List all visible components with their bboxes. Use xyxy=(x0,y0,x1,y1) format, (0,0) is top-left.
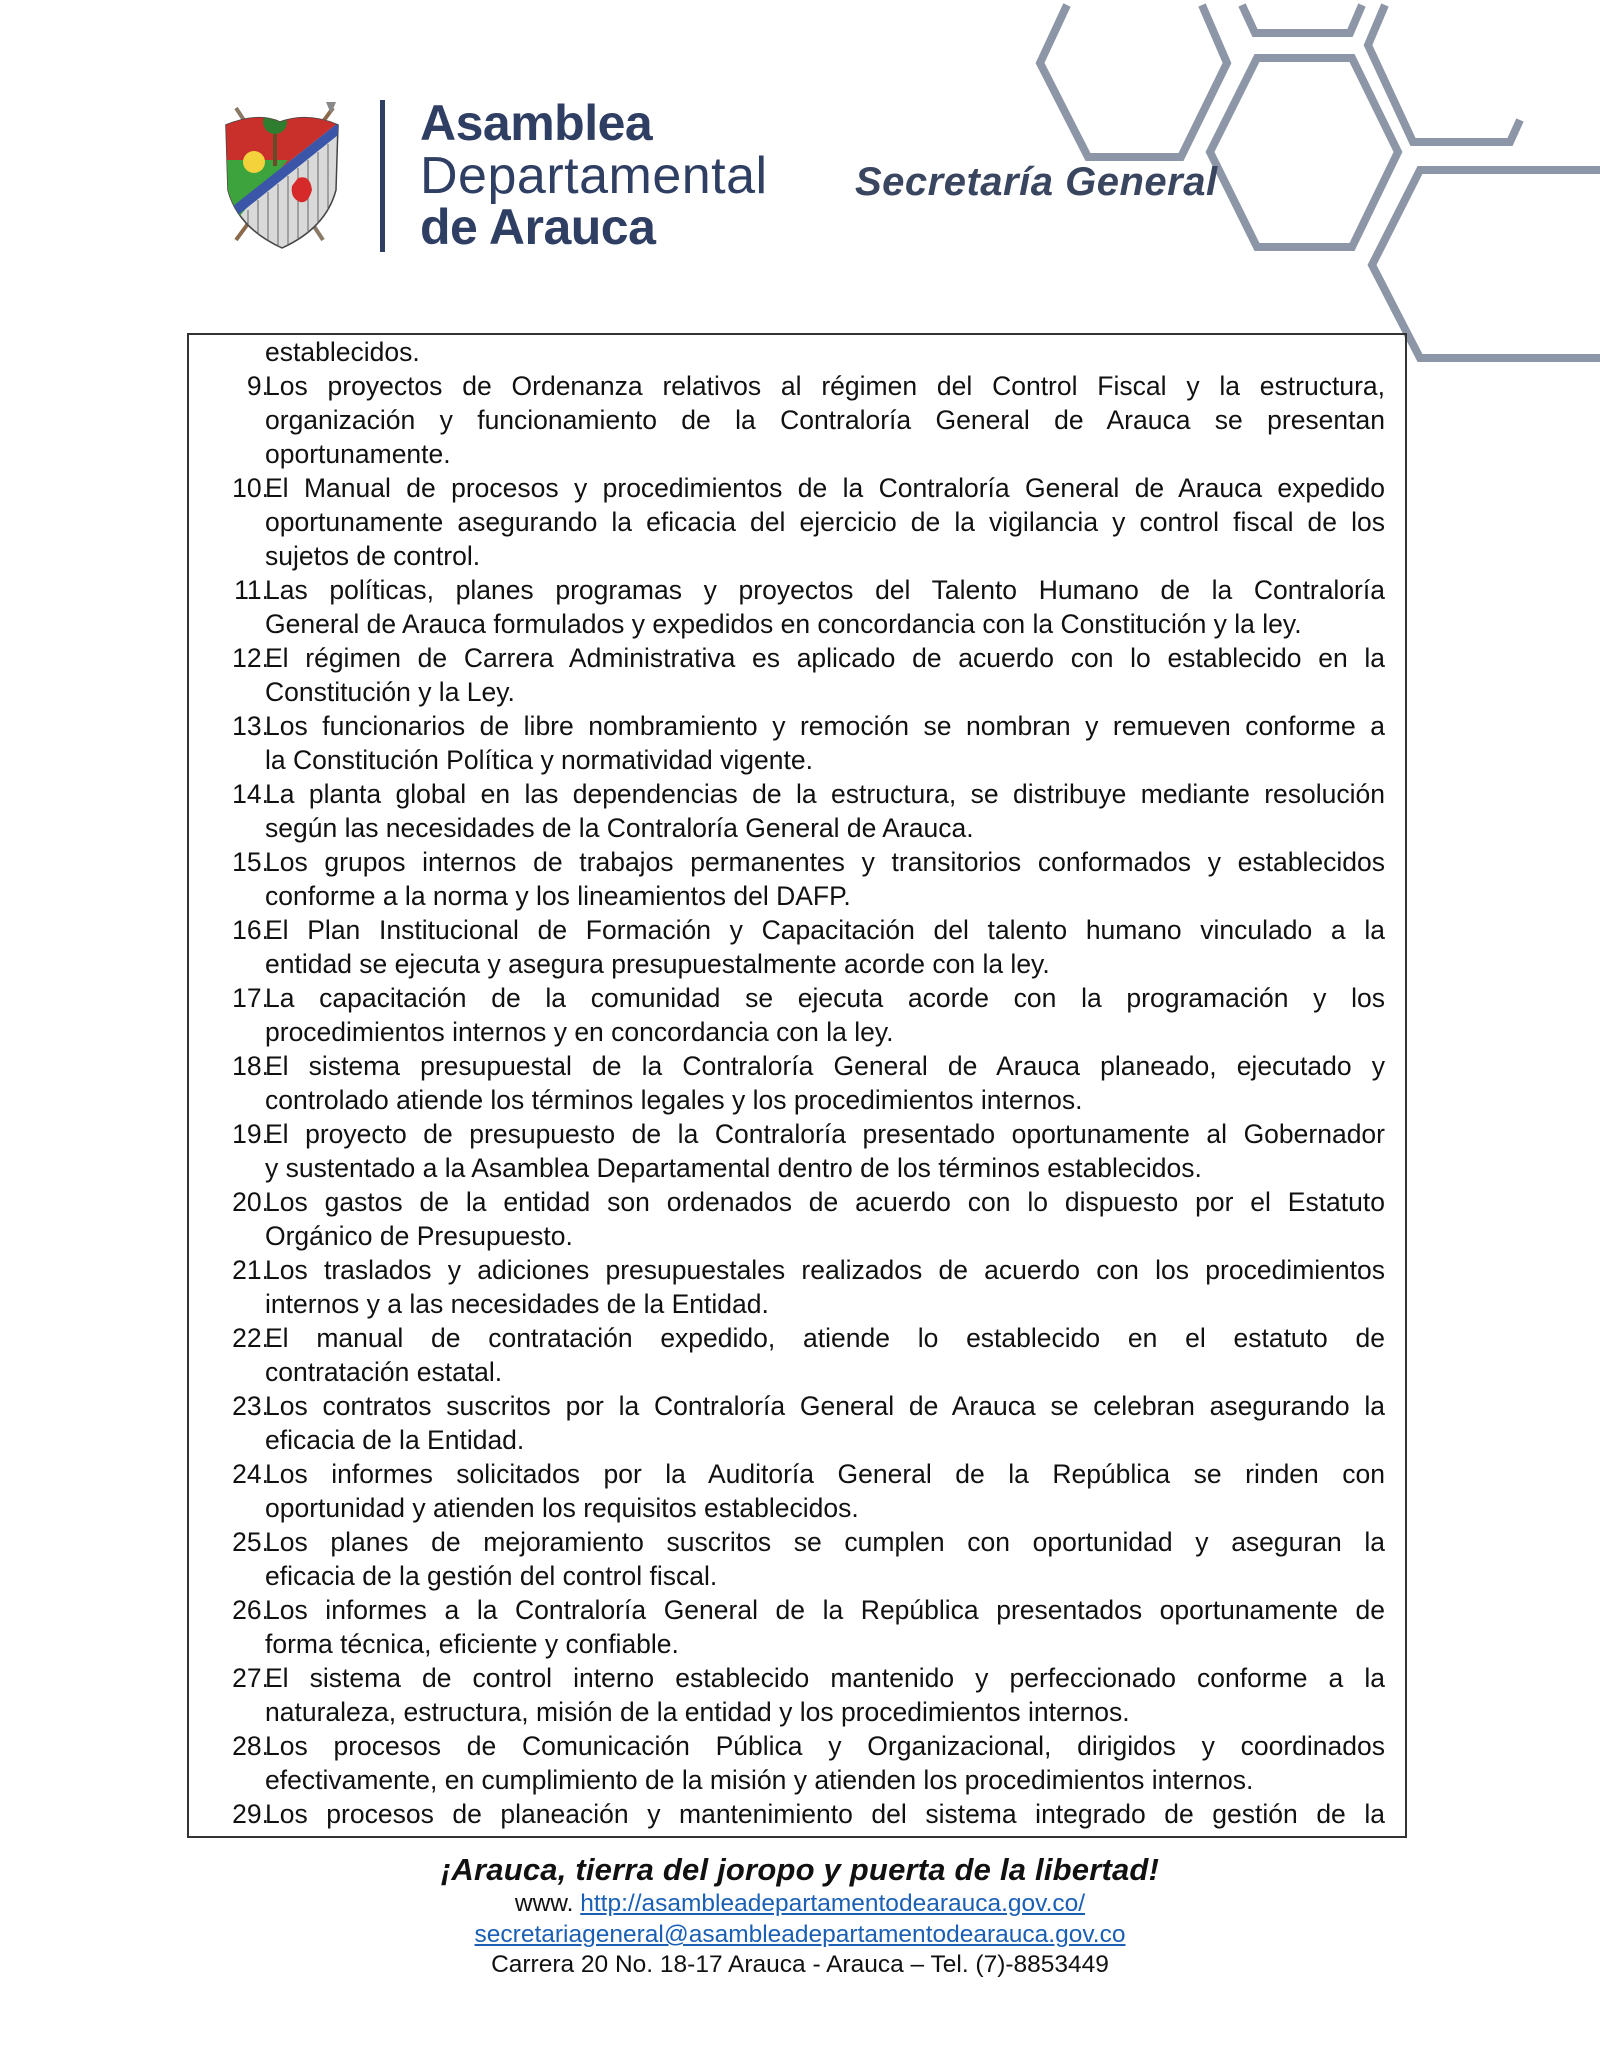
list-item-text: Los planes de mejoramiento suscritos se cumplen con oportunidad y aseguran la xyxy=(265,1527,1385,1557)
list-item-text: Los informes a la Contraloría General de la República presentados oportunamente de xyxy=(265,1595,1385,1625)
list-item xyxy=(189,709,1405,743)
list-item-number: 9. xyxy=(246,371,269,401)
list-item-text: naturaleza, estructura, misión de la entidad y los procedimientos internos. xyxy=(265,1697,1130,1727)
list-item-text: procedimientos internos y en concordancia con la ley. xyxy=(265,1017,894,1047)
list-item-continuation xyxy=(189,743,1405,777)
list-item-text: El sistema presupuestal de la Contraloría General de Arauca planeado, ejecutado y xyxy=(265,1051,1385,1081)
list-item-text: oportunidad y atienden los requisitos establecidos. xyxy=(265,1493,859,1523)
footer-address: Carrera 20 No. 18-17 Arauca - Arauca – Tel. (7)-8853449 xyxy=(491,1951,1109,1978)
list-item-text: Orgánico de Presupuesto. xyxy=(265,1221,573,1251)
list-item-number: 26. xyxy=(232,1595,269,1625)
logo-line-asamblea: Asamblea xyxy=(420,95,653,151)
list-item xyxy=(189,1661,1405,1695)
list-item-continuation xyxy=(189,1491,1405,1525)
list-item xyxy=(189,1117,1405,1151)
list-item-text: El Manual de procesos y procedimientos de la Contraloría General de Arauca expedido xyxy=(265,473,1385,503)
list-item-text: internos y a las necesidades de la Entidad. xyxy=(265,1289,769,1319)
list-item-continuation xyxy=(189,1355,1405,1389)
list-item-number: 27. xyxy=(232,1663,269,1693)
list-item-number: 13. xyxy=(232,711,269,741)
hexagon-shape xyxy=(1210,58,1398,247)
list-item-text: Los traslados y adiciones presupuestales realizados de acuerdo con los procedimientos xyxy=(265,1255,1385,1285)
list-item-continuation xyxy=(189,505,1405,539)
list-item xyxy=(189,1185,1405,1219)
list-item xyxy=(189,1525,1405,1559)
list-item-continuation xyxy=(189,947,1405,981)
list-item xyxy=(189,1253,1405,1287)
numbered-list xyxy=(189,335,1405,1831)
list-item-text: entidad se ejecuta y asegura presupuestalmente acorde con la ley. xyxy=(265,949,1050,979)
list-item-continuation xyxy=(189,1083,1405,1117)
list-item-continuation xyxy=(189,437,1405,471)
hexagon-shape xyxy=(1242,5,1362,33)
list-item-text: según las necesidades de la Contraloría General de Arauca. xyxy=(265,813,974,843)
list-item-continuation xyxy=(189,403,1405,437)
list-item-text: oportunamente. xyxy=(265,439,451,469)
logo-line-departamental: Departamental xyxy=(420,147,768,205)
website-prefix: www. xyxy=(514,1890,581,1917)
list-item xyxy=(189,641,1405,675)
list-item-text: Constitución y la Ley. xyxy=(265,677,515,707)
list-item-continuation xyxy=(189,1151,1405,1185)
list-item-text: Los procesos de Comunicación Pública y Organizacional, dirigidos y coordinados xyxy=(265,1731,1385,1761)
list-item xyxy=(189,1049,1405,1083)
list-item-text: El sistema de control interno establecido mantenido y perfeccionado conforme a la xyxy=(265,1663,1385,1693)
footer-email xyxy=(0,1921,1600,1949)
list-item xyxy=(189,471,1405,505)
list-item-number: 10. xyxy=(232,473,269,503)
website-link[interactable]: http://asambleadepartamentodearauca.gov.co/ xyxy=(580,1890,1086,1917)
hexagon-shape xyxy=(1040,5,1227,157)
list-item-text: La planta global en las dependencias de la estructura, se distribuye mediante resolución xyxy=(265,779,1385,809)
list-item-number: 29. xyxy=(232,1799,269,1829)
list-item-continuation xyxy=(189,539,1405,573)
list-item-text: El régimen de Carrera Administrativa es aplicado de acuerdo con lo establecido en la xyxy=(265,643,1385,673)
list-item-text: organización y funcionamiento de la Contraloría General de Arauca se presentan xyxy=(265,405,1385,435)
organization-logo-text xyxy=(420,95,768,255)
list-item-continuation xyxy=(189,1015,1405,1049)
list-item-text: conforme a la norma y los lineamientos del DAFP. xyxy=(265,881,851,911)
list-item xyxy=(189,845,1405,879)
logo-divider xyxy=(380,100,385,252)
list-item-text: Los proyectos de Ordenanza relativos al régimen del Control Fiscal y la estructura, xyxy=(265,371,1385,401)
list-item-continuation xyxy=(189,1559,1405,1593)
list-item-text: sujetos de control. xyxy=(265,541,481,571)
list-item-continuation xyxy=(189,1219,1405,1253)
list-item xyxy=(189,981,1405,1015)
list-item xyxy=(189,1593,1405,1627)
list-item-continuation xyxy=(189,811,1405,845)
hexagon-shape xyxy=(1368,5,1520,142)
list-item-continuation xyxy=(189,1287,1405,1321)
list-item-text: Los grupos internos de trabajos permanentes y transitorios conformados y establecidos xyxy=(265,847,1385,877)
list-item-number: 22. xyxy=(232,1323,269,1353)
list-item-text: eficacia de la gestión del control fiscal. xyxy=(265,1561,718,1591)
list-item-text: Los informes solicitados por la Auditoría General de la República se rinden con xyxy=(265,1459,1385,1489)
list-item xyxy=(189,1321,1405,1355)
list-item xyxy=(189,573,1405,607)
list-item-text: La capacitación de la comunidad se ejecuta acorde con la programación y los xyxy=(265,983,1385,1013)
list-item-number: 11. xyxy=(234,575,269,605)
coat-of-arms-logo xyxy=(218,100,348,250)
list-item-text: controlado atiende los términos legales y los procedimientos internos. xyxy=(265,1085,1083,1115)
list-item-text: General de Arauca formulados y expedidos en concordancia con la Constitución y la ley. xyxy=(265,609,1302,639)
list-item-text: Los contratos suscritos por la Contraloría General de Arauca se celebran asegurando la xyxy=(265,1391,1385,1421)
list-item-text: forma técnica, eficiente y confiable. xyxy=(265,1629,679,1659)
list-item-number: 21. xyxy=(232,1255,269,1285)
footer-website xyxy=(0,1890,1600,1918)
list-item-number: 24. xyxy=(232,1459,269,1489)
list-item-continuation xyxy=(189,607,1405,641)
list-item-continuation xyxy=(189,675,1405,709)
list-item-number: 15. xyxy=(232,847,269,877)
list-item-text: eficacia de la Entidad. xyxy=(265,1425,525,1455)
hexagon-shape xyxy=(1372,170,1600,358)
list-item-number: 12. xyxy=(232,643,269,673)
list-item-text: Los procesos de planeación y mantenimiento del sistema integrado de gestión de la xyxy=(265,1799,1385,1829)
content-box xyxy=(187,333,1407,1838)
list-item-continuation xyxy=(189,1627,1405,1661)
list-item-number: 23. xyxy=(232,1391,269,1421)
list-item-number: 20. xyxy=(232,1187,269,1217)
list-item xyxy=(189,1457,1405,1491)
list-item-text: contratación estatal. xyxy=(265,1357,503,1387)
list-item-text: y sustentado a la Asamblea Departamental dentro de los términos establecidos. xyxy=(265,1153,1202,1183)
list-item-continuation xyxy=(189,1423,1405,1457)
list-item xyxy=(189,1389,1405,1423)
list-item-continuation xyxy=(189,1695,1405,1729)
list-item-text: Los gastos de la entidad son ordenados de acuerdo con lo dispuesto por el Estatuto xyxy=(265,1187,1385,1217)
list-item-number: 28. xyxy=(232,1731,269,1761)
list-item-text: oportunamente asegurando la eficacia del ejercicio de la vigilancia y control fiscal de los xyxy=(265,507,1385,537)
list-item-continuation xyxy=(189,335,1405,369)
list-item-number: 16. xyxy=(232,915,269,945)
list-item xyxy=(189,777,1405,811)
list-item-text: Las políticas, planes programas y proyectos del Talento Humano de la Contraloría xyxy=(265,575,1385,605)
list-item-number: 18. xyxy=(232,1051,269,1081)
list-item-text: establecidos. xyxy=(265,337,420,367)
list-item-text: la Constitución Política y normatividad vigente. xyxy=(265,745,813,775)
list-item-continuation xyxy=(189,1763,1405,1797)
list-item-text: El manual de contratación expedido, atiende lo establecido en el estatuto de xyxy=(265,1323,1385,1353)
list-item-text: Los funcionarios de libre nombramiento y remoción se nombran y remueven conforme a xyxy=(265,711,1385,741)
section-title: Secretaría General xyxy=(855,160,1218,204)
list-item xyxy=(189,1797,1405,1831)
email-link[interactable]: secretariageneral@asambleadepartamentodearauca.gov.co xyxy=(474,1921,1126,1948)
list-item-continuation xyxy=(189,879,1405,913)
logo-line-de-arauca: de Arauca xyxy=(420,199,656,255)
footer-slogan: ¡Arauca, tierra del joropo y puerta de la libertad! xyxy=(440,1852,1160,1887)
list-item xyxy=(189,1729,1405,1763)
list-item-text: El proyecto de presupuesto de la Contraloría presentado oportunamente al Gobernador xyxy=(265,1119,1385,1149)
list-item-number: 14. xyxy=(232,779,269,809)
list-item xyxy=(189,369,1405,403)
list-item-number: 25. xyxy=(232,1527,269,1557)
list-item-text: El Plan Institucional de Formación y Capacitación del talento humano vinculado a la xyxy=(265,915,1385,945)
list-item-number: 17. xyxy=(232,983,269,1013)
list-item-number: 19. xyxy=(232,1119,269,1149)
list-item-text: efectivamente, en cumplimiento de la misión y atienden los procedimientos internos. xyxy=(265,1765,1254,1795)
list-item xyxy=(189,913,1405,947)
